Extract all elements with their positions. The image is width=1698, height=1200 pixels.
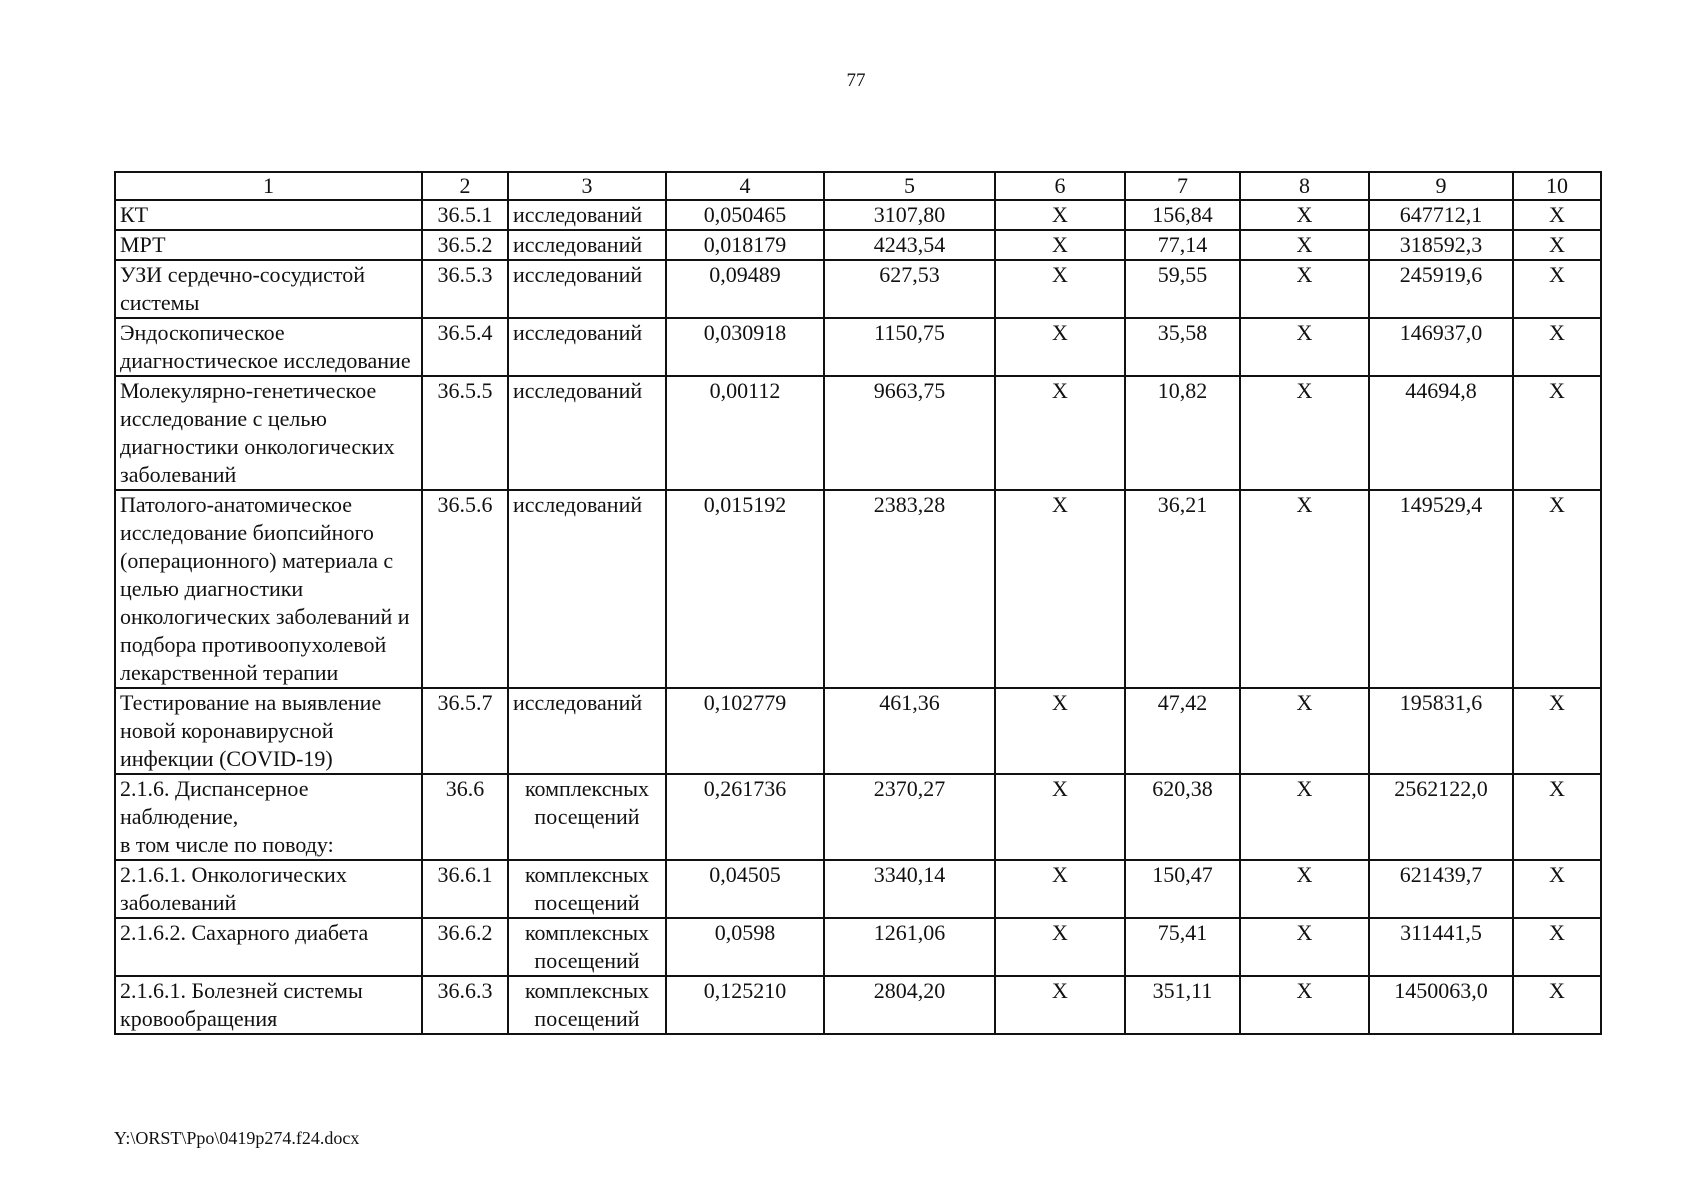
row-col4: 0,018179 (666, 230, 824, 260)
row-col5: 3107,80 (824, 200, 995, 230)
row-col5: 2383,28 (824, 490, 995, 688)
row-col7: 10,82 (1125, 376, 1240, 490)
table-row (115, 376, 1601, 490)
row-col7: 351,11 (1125, 976, 1240, 1034)
row-col10: Х (1513, 688, 1601, 774)
page-number: 77 (846, 70, 866, 91)
row-col6: Х (995, 490, 1125, 688)
row-col7: 47,42 (1125, 688, 1240, 774)
row-name: Эндоскопическое диагностическое исследование (115, 318, 422, 376)
row-col6: Х (995, 860, 1125, 918)
row-unit: исследований (508, 376, 666, 490)
row-unit: комплексных посещений (508, 976, 666, 1034)
row-col10: Х (1513, 918, 1601, 976)
row-col10: Х (1513, 260, 1601, 318)
row-col6: Х (995, 688, 1125, 774)
row-col6: Х (995, 318, 1125, 376)
row-col5: 627,53 (824, 260, 995, 318)
column-header: 3 (508, 172, 666, 200)
row-unit: исследований (508, 200, 666, 230)
row-col10: Х (1513, 490, 1601, 688)
row-unit: исследований (508, 260, 666, 318)
row-col8: Х (1240, 918, 1369, 976)
row-code: 36.5.2 (422, 230, 508, 260)
row-unit: комплексных посещений (508, 918, 666, 976)
row-col5: 4243,54 (824, 230, 995, 260)
row-code: 36.5.3 (422, 260, 508, 318)
row-col5: 1261,06 (824, 918, 995, 976)
row-col9: 149529,4 (1369, 490, 1513, 688)
column-header: 4 (666, 172, 824, 200)
row-col8: Х (1240, 200, 1369, 230)
row-code: 36.6 (422, 774, 508, 860)
row-col9: 195831,6 (1369, 688, 1513, 774)
row-name: МРТ (115, 230, 422, 260)
row-col4: 0,015192 (666, 490, 824, 688)
row-col6: Х (995, 200, 1125, 230)
row-code: 36.6.2 (422, 918, 508, 976)
row-col9: 2562122,0 (1369, 774, 1513, 860)
row-unit: исследований (508, 490, 666, 688)
row-col9: 621439,7 (1369, 860, 1513, 918)
row-col6: Х (995, 230, 1125, 260)
row-col7: 75,41 (1125, 918, 1240, 976)
row-unit: комплексных посещений (508, 860, 666, 918)
row-name (115, 774, 422, 860)
table-row (115, 976, 1601, 1034)
row-col8: Х (1240, 490, 1369, 688)
row-code: 36.6.3 (422, 976, 508, 1034)
row-col6: Х (995, 376, 1125, 490)
table-row (115, 774, 1601, 860)
row-name: 2.1.6.1. Онкологических заболеваний (115, 860, 422, 918)
row-col9: 245919,6 (1369, 260, 1513, 318)
row-code: 36.6.1 (422, 860, 508, 918)
column-header: 10 (1513, 172, 1601, 200)
row-col7: 620,38 (1125, 774, 1240, 860)
row-col8: Х (1240, 318, 1369, 376)
table-row (115, 200, 1601, 230)
column-header: 7 (1125, 172, 1240, 200)
row-col8: Х (1240, 688, 1369, 774)
row-col6: Х (995, 260, 1125, 318)
row-code: 36.5.1 (422, 200, 508, 230)
row-col5: 3340,14 (824, 860, 995, 918)
column-header: 2 (422, 172, 508, 200)
row-col4: 0,261736 (666, 774, 824, 860)
row-col4: 0,0598 (666, 918, 824, 976)
row-name: УЗИ сердечно-сосудистой системы (115, 260, 422, 318)
row-col5: 2804,20 (824, 976, 995, 1034)
row-col7: 59,55 (1125, 260, 1240, 318)
row-col4: 0,125210 (666, 976, 824, 1034)
header-row (115, 172, 1601, 200)
row-col6: Х (995, 918, 1125, 976)
row-unit: исследований (508, 318, 666, 376)
row-col10: Х (1513, 230, 1601, 260)
row-code: 36.5.7 (422, 688, 508, 774)
row-col9: 146937,0 (1369, 318, 1513, 376)
row-name-line: в том числе по поводу: (120, 832, 334, 857)
table-row (115, 260, 1601, 318)
row-col10: Х (1513, 376, 1601, 490)
row-col8: Х (1240, 376, 1369, 490)
row-col5: 2370,27 (824, 774, 995, 860)
row-name: Молекулярно-генетическое исследование с целью диагностики онкологических заболеваний (115, 376, 422, 490)
column-header: 5 (824, 172, 995, 200)
row-name: 2.1.6.1. Болезней системы кровообращения (115, 976, 422, 1034)
row-col7: 77,14 (1125, 230, 1240, 260)
row-col8: Х (1240, 230, 1369, 260)
row-col9: 1450063,0 (1369, 976, 1513, 1034)
row-col7: 35,58 (1125, 318, 1240, 376)
row-col8: Х (1240, 860, 1369, 918)
row-col7: 156,84 (1125, 200, 1240, 230)
row-col10: Х (1513, 200, 1601, 230)
row-name: Тестирование на выявление новой коронавирусной инфекции (COVID-19) (115, 688, 422, 774)
row-code: 36.5.5 (422, 376, 508, 490)
table-row (115, 918, 1601, 976)
column-header: 1 (115, 172, 422, 200)
row-name: Патолого-анатомическое исследование биопсийного (операционного) материала с целью диагностики онкологических заболеваний и подбора противоопухолевой лекарственной терапии (115, 490, 422, 688)
row-col5: 1150,75 (824, 318, 995, 376)
row-col10: Х (1513, 318, 1601, 376)
row-col4: 0,09489 (666, 260, 824, 318)
table-row (115, 688, 1601, 774)
row-col9: 44694,8 (1369, 376, 1513, 490)
row-name: 2.1.6.2. Сахарного диабета (115, 918, 422, 976)
row-col4: 0,102779 (666, 688, 824, 774)
row-code: 36.5.6 (422, 490, 508, 688)
row-col5: 9663,75 (824, 376, 995, 490)
row-col7: 150,47 (1125, 860, 1240, 918)
row-col7: 36,21 (1125, 490, 1240, 688)
row-col4: 0,04505 (666, 860, 824, 918)
column-header: 8 (1240, 172, 1369, 200)
row-col9: 647712,1 (1369, 200, 1513, 230)
table-row (115, 490, 1601, 688)
column-header: 6 (995, 172, 1125, 200)
row-col10: Х (1513, 976, 1601, 1034)
footer-file-path: Y:\ORST\Ppo\0419p274.f24.docx (114, 1128, 360, 1148)
table-row (115, 230, 1601, 260)
row-code: 36.5.4 (422, 318, 508, 376)
row-col8: Х (1240, 774, 1369, 860)
row-col9: 318592,3 (1369, 230, 1513, 260)
row-col9: 311441,5 (1369, 918, 1513, 976)
row-col10: Х (1513, 860, 1601, 918)
row-col8: Х (1240, 260, 1369, 318)
table-row (115, 860, 1601, 918)
row-col4: 0,050465 (666, 200, 824, 230)
row-unit: комплексных посещений (508, 774, 666, 860)
row-col5: 461,36 (824, 688, 995, 774)
row-col6: Х (995, 976, 1125, 1034)
data-table (114, 171, 1602, 1035)
row-col10: Х (1513, 774, 1601, 860)
row-col4: 0,00112 (666, 376, 824, 490)
row-name: КТ (115, 200, 422, 230)
table-row (115, 318, 1601, 376)
column-header: 9 (1369, 172, 1513, 200)
row-col8: Х (1240, 976, 1369, 1034)
row-unit: исследований (508, 688, 666, 774)
row-col4: 0,030918 (666, 318, 824, 376)
row-unit: исследований (508, 230, 666, 260)
row-col6: Х (995, 774, 1125, 860)
row-name-line: 2.1.6. Диспансерное наблюдение, (120, 776, 309, 829)
